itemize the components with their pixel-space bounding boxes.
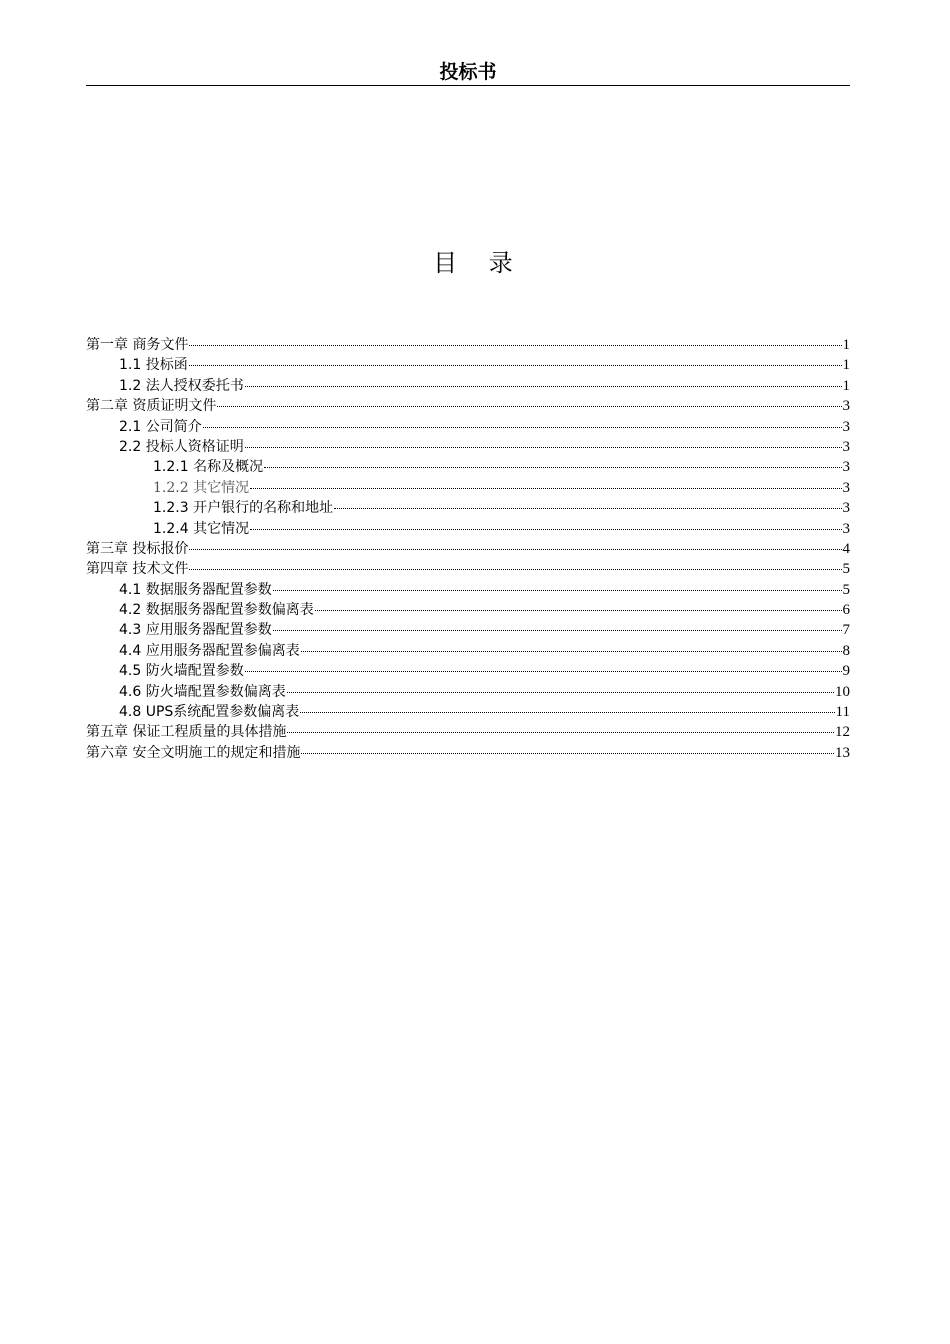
page-header [86, 58, 850, 86]
toc-dot-leader [334, 507, 841, 509]
toc-entry-title: 1.2.3 开户银行的名称和地址 [153, 500, 334, 517]
toc-entry-page-number: 5 [842, 581, 850, 598]
toc-entry[interactable] [86, 743, 850, 763]
toc-entry[interactable] [86, 600, 850, 620]
toc-entry-title: 第六章 安全文明施工的规定和措施 [86, 744, 301, 761]
toc-entry[interactable] [86, 519, 850, 539]
toc-entry[interactable] [86, 376, 850, 396]
toc-entry-title: 4.8 UPS系统配置参数偏离表 [119, 704, 300, 721]
toc-dot-leader [300, 711, 834, 713]
toc-entry-title: 2.2 投标人资格证明 [119, 438, 244, 455]
toc-entry-page-number: 12 [835, 724, 850, 741]
toc-entry[interactable] [86, 620, 850, 640]
toc-entry[interactable] [86, 702, 850, 722]
table-of-contents [86, 335, 850, 763]
toc-entry-page-number: 9 [842, 663, 850, 680]
toc-dot-leader [301, 752, 834, 754]
toc-entry-title: 1.2.4 其它情况 [153, 520, 250, 537]
toc-entry-page-number: 6 [842, 602, 850, 619]
toc-entry[interactable] [86, 396, 850, 416]
toc-dot-leader [287, 731, 834, 733]
toc-entry[interactable] [86, 661, 850, 681]
toc-entry-title: 4.1 数据服务器配置参数 [119, 581, 272, 598]
toc-entry-page-number: 3 [842, 459, 850, 476]
toc-entry-page-number: 3 [842, 418, 850, 435]
toc-entry-title: 4.3 应用服务器配置参数 [119, 622, 272, 639]
toc-dot-leader [250, 487, 841, 489]
toc-entry[interactable] [86, 457, 850, 477]
toc-entry[interactable] [86, 498, 850, 518]
toc-entry-title: 1.2.2 其它情况 [153, 479, 250, 496]
toc-entry[interactable] [86, 417, 850, 437]
toc-entry-page-number: 11 [835, 704, 850, 721]
toc-entry-page-number: 8 [842, 642, 850, 659]
toc-entry-title: 第四章 技术文件 [86, 561, 189, 578]
toc-entry-page-number: 3 [842, 479, 850, 496]
toc-entry-title: 1.2.1 名称及概况 [153, 459, 264, 476]
toc-dot-leader [315, 609, 842, 611]
toc-entry-page-number: 3 [842, 438, 850, 455]
toc-dot-leader [189, 548, 841, 550]
toc-entry-title: 1.1 投标函 [119, 357, 188, 374]
toc-entry-page-number: 3 [842, 500, 850, 517]
toc-entry-page-number: 13 [835, 744, 850, 761]
toc-entry-title: 4.2 数据服务器配置参数偏离表 [119, 602, 314, 619]
toc-dot-leader [273, 629, 842, 631]
toc-dot-leader [245, 446, 842, 448]
toc-entry[interactable] [86, 355, 850, 375]
toc-entry-title: 第二章 资质证明文件 [86, 398, 217, 415]
toc-entry-page-number: 3 [842, 398, 850, 415]
toc-entry-page-number: 7 [842, 622, 850, 639]
toc-entry[interactable] [86, 539, 850, 559]
toc-dot-leader [203, 426, 842, 428]
toc-dot-leader [189, 364, 842, 366]
toc-entry-title: 第三章 投标报价 [86, 540, 189, 557]
toc-entry-title: 4.5 防火墙配置参数 [119, 663, 244, 680]
toc-entry[interactable] [86, 641, 850, 661]
toc-entry-page-number: 1 [842, 357, 850, 374]
toc-dot-leader [264, 466, 841, 468]
toc-entry-title: 第五章 保证工程质量的具体措施 [86, 724, 287, 741]
toc-entry[interactable] [86, 722, 850, 742]
toc-dot-leader [245, 670, 842, 672]
toc-entry[interactable] [86, 478, 850, 498]
toc-dot-leader [189, 568, 841, 570]
toc-entry-title: 2.1 公司简介 [119, 418, 202, 435]
toc-dot-leader [287, 691, 834, 693]
toc-entry-page-number: 5 [842, 561, 850, 578]
toc-heading: 目 录 [433, 249, 525, 277]
toc-dot-leader [301, 650, 842, 652]
toc-entry-page-number: 4 [842, 540, 850, 557]
toc-entry-title: 4.4 应用服务器配置参偏离表 [119, 642, 300, 659]
toc-entry-page-number: 1 [842, 377, 850, 394]
toc-entry[interactable] [86, 335, 850, 355]
toc-entry[interactable] [86, 437, 850, 457]
toc-entry-title: 4.6 防火墙配置参数偏离表 [119, 683, 286, 700]
toc-dot-leader [245, 385, 842, 387]
toc-entry-page-number: 3 [842, 520, 850, 537]
toc-dot-leader [189, 344, 841, 346]
toc-entry-title: 第一章 商务文件 [86, 337, 189, 353]
toc-entry-page-number: 1 [842, 337, 850, 353]
toc-entry-title: 1.2 法人授权委托书 [119, 377, 244, 394]
toc-entry-page-number: 10 [835, 683, 850, 700]
toc-entry[interactable] [86, 559, 850, 579]
header-title: 投标书 [439, 61, 497, 83]
toc-dot-leader [217, 405, 841, 407]
toc-entry[interactable] [86, 682, 850, 702]
toc-entry[interactable] [86, 580, 850, 600]
toc-dot-leader [273, 589, 842, 591]
toc-dot-leader [250, 528, 841, 530]
